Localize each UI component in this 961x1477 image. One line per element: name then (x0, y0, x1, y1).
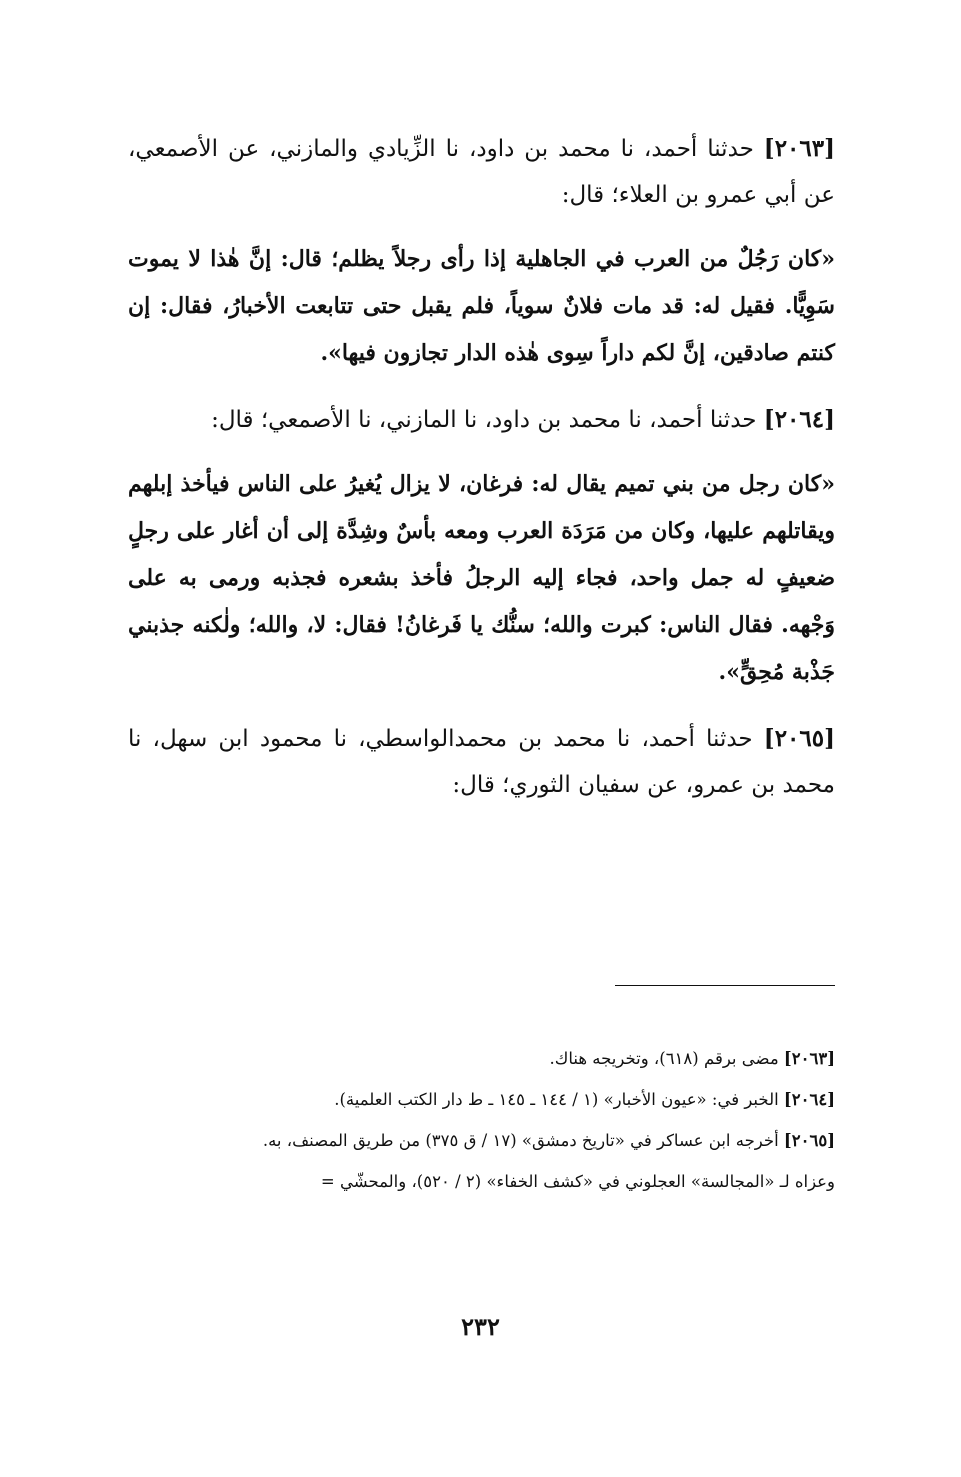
footnote-text: وعزاه لـ «المجالسة» العجلوني في «كشف الخفاء» (٢ / ٥٢٠)، والمحشّي = (320, 1172, 835, 1191)
page-number: ٢٣٢ (461, 1312, 500, 1341)
paragraph-text: حدثنا أحمد، نا محمد بن داود، نا المازني، نا الأصمعي؛ قال: (211, 407, 764, 433)
footnote-2063 (128, 1040, 835, 1077)
footnotes (128, 1040, 835, 1204)
footnote-2064 (128, 1081, 835, 1118)
footnote-text: الخبر في: «عيون الأخبار» (١ / ١٤٤ ـ ١٤٥ ـ ط دار الكتب العلمية). (334, 1090, 784, 1109)
footnote-text: مضى برقم (٦١٨)، وتخريجه هناك. (549, 1049, 784, 1068)
hadith-number: [٢٠٦٥] (763, 725, 835, 752)
paragraph-2064-matn (128, 461, 835, 696)
footnote-divider (615, 985, 835, 986)
hadith-number: [٢٠٦٣] (763, 135, 835, 162)
footnote-text: أخرجه ابن عساكر في «تاريخ دمشق» (١٧ / ق ٣٧٥) من طريق المصنف، به. (262, 1131, 784, 1150)
paragraph-2064-isnad (128, 397, 835, 443)
footnote-number: [٢٠٦٣] (783, 1049, 835, 1068)
paragraph-2063-matn (128, 236, 835, 377)
footnote-2065 (128, 1122, 835, 1159)
paragraph-2065-isnad (128, 716, 835, 808)
paragraph-text: حدثنا أحمد، نا محمد بن داود، نا الزِّيادي والمازني، عن الأصمعي، عن أبي عمرو بن العلاء؛ قال: (128, 136, 835, 208)
footnote-number: [٢٠٦٥] (783, 1131, 835, 1150)
footnote-continuation (128, 1163, 835, 1200)
hadith-number: [٢٠٦٤] (763, 406, 835, 433)
footnote-number: [٢٠٦٤] (783, 1090, 835, 1109)
paragraph-2063-isnad (128, 126, 835, 218)
paragraph-text: «كان رَجُلٌ من العرب في الجاهلية إذا رأى رجلاً يظلم؛ قال: إنَّ هٰذا لا يموت سَوِيًّا. فقيل له: قد مات فلانٌ سوياً، فلم يقبل حتى تتابعت الأخبارُ، فقال: إن كنتم صادقين، إنَّ لكم داراً سِوى هٰذه الدار تجازون فيها». (128, 246, 835, 366)
paragraph-text: «كان رجل من بني تميم يقال له: فرغان، لا يزال يُغيرُ على الناس فيأخذ إبلهم ويقاتلهم عليها، وكان من مَرَدَة العرب ومعه بأسٌ وشِدَّة إلى أن أغار على رجلٍ ضعيفٍ له جمل واحد، فجاء إليه الرجلُ فأخذ بشعره فجذبه ورمى به على وَجْهه. فقال الناس: كبرت والله؛ سنُّك يا فَرغانُ! فقال: لا، والله؛ ولٰكنه جذبني جَذْبة مُحِقٍّ». (128, 471, 835, 685)
main-text (128, 126, 835, 826)
paragraph-text: حدثنا أحمد، نا محمد بن محمدالواسطي، نا محمود ابن سهل، نا محمد بن عمرو، عن سفيان الثوري؛ قال: (128, 726, 835, 798)
